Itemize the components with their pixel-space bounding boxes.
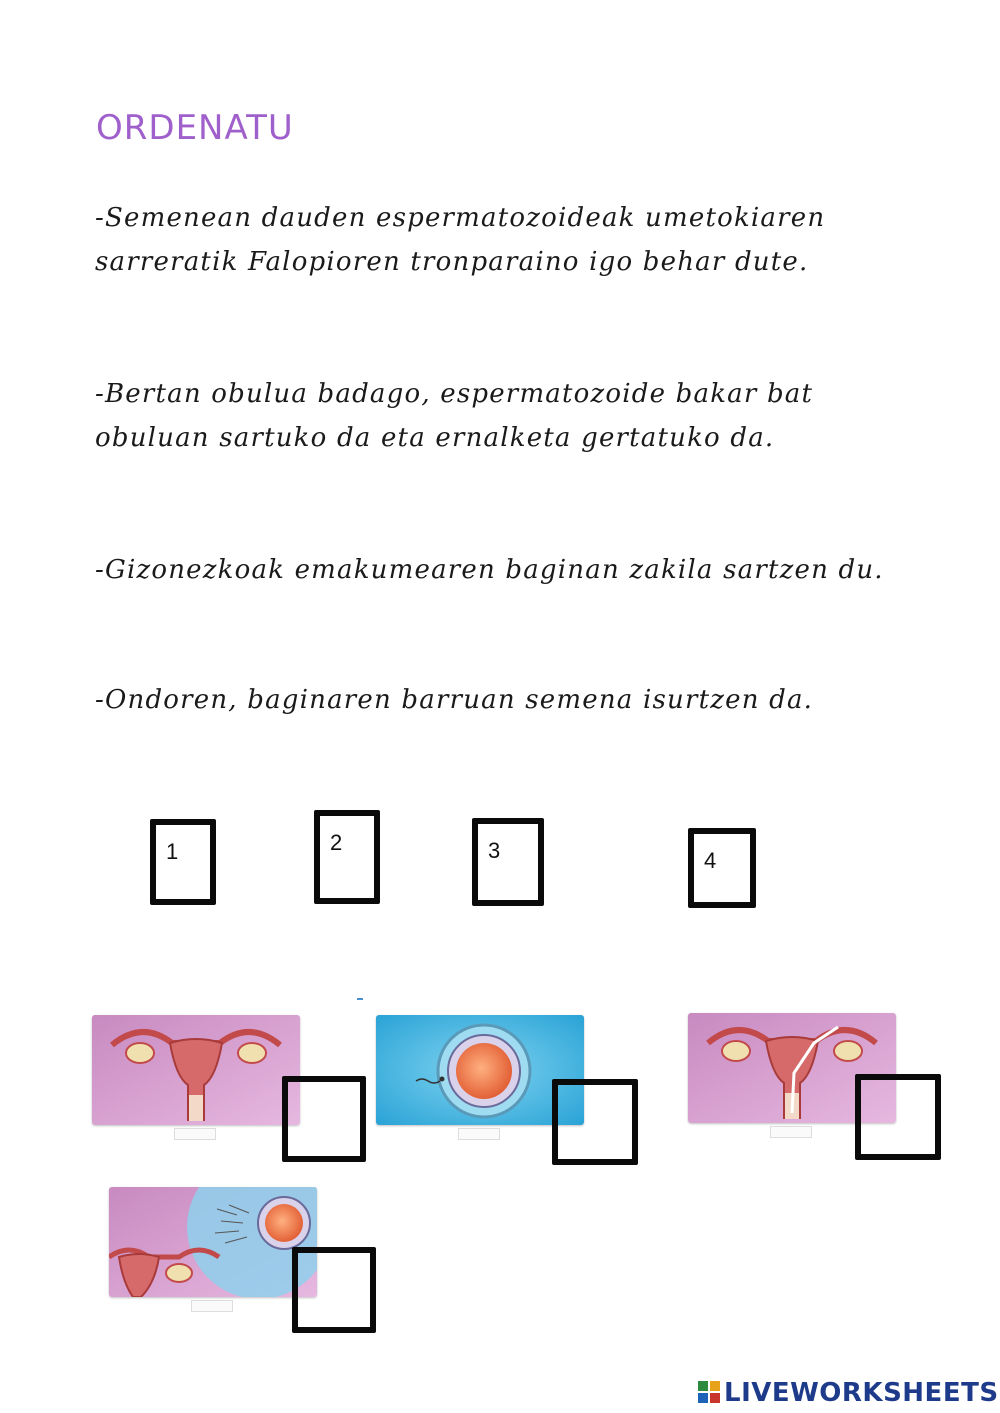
sperm-reaching-ovum-icon	[109, 1187, 317, 1297]
instruction-paragraph-2: -Bertan obulua badago, espermatozoide bakar bat obuluan sartuko da eta ernalketa gertatuko da.	[95, 379, 814, 453]
answer-box-4[interactable]	[292, 1247, 376, 1333]
order-number: 2	[330, 830, 343, 855]
image-caption-placeholder	[191, 1300, 233, 1312]
instruction-paragraph-4: -Ondoren, baginaren barruan semena isurtzen da.	[95, 685, 814, 715]
liveworksheets-logo-icon	[698, 1381, 720, 1403]
answer-box-2[interactable]	[552, 1079, 638, 1165]
page-title: ORDENATU	[96, 108, 294, 148]
order-number: 3	[488, 838, 501, 863]
order-box-3	[472, 818, 544, 906]
order-box-4	[688, 828, 756, 908]
answer-box-1[interactable]	[282, 1076, 366, 1162]
image-caption-placeholder	[174, 1128, 216, 1140]
answer-box-3[interactable]	[855, 1074, 941, 1160]
order-box-1	[150, 819, 216, 905]
image-caption-placeholder	[770, 1126, 812, 1138]
order-box-2	[314, 810, 380, 904]
uterus-icon	[92, 1015, 300, 1125]
instruction-paragraph-1: -Semenean dauden espermatozoideak umetokiaren sarreratik Falopioren tronparaino igo behar dute.	[95, 203, 826, 277]
order-number: 4	[704, 848, 717, 873]
image-caption-placeholder	[458, 1128, 500, 1140]
instruction-paragraph-3: -Gizonezkoak emakumearen baginan zakila sartzen du.	[95, 555, 884, 585]
brand-name[interactable]: LIVEWORKSHEETS	[724, 1378, 999, 1408]
order-number: 1	[166, 839, 179, 864]
mark-dash	[357, 998, 363, 1000]
